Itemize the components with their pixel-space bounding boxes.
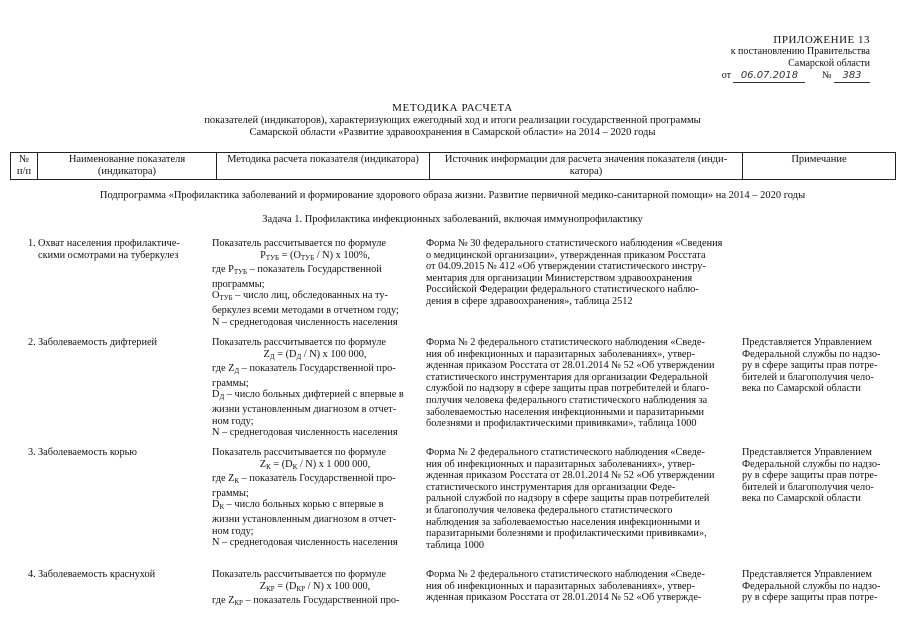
appendix-block: [620, 34, 870, 83]
note: [742, 447, 892, 505]
header-col-source: [430, 153, 743, 180]
method-line: Показатель рассчитывается по формуле: [212, 337, 386, 348]
indicator-name: [38, 337, 206, 349]
note-line: Федеральной службы по надзо-: [742, 580, 881, 592]
source-line: жденная приказом Росстата от 28.01.2014 № 52 «Об утверждении: [426, 470, 715, 482]
information-source: [426, 337, 732, 430]
table-header: [10, 152, 896, 180]
source-line: наблюдения за заболеваемостью населения инфекционными и: [426, 516, 701, 528]
document-subtitle-2: Самарской области «Развитие здравоохранения в Самарской области» на 2014 – 2020 годы: [249, 127, 656, 138]
document-title: МЕТОДИКА РАСЧЕТА: [392, 102, 513, 114]
note-line: Федеральной службы по надзо-: [742, 348, 881, 360]
formula-line: $P_{ТУБ} = (О_{ТУБ} / N)$ х 100%,: [260, 249, 370, 262]
source-line: болезнями и профилактическими прививками», таблица 1000: [426, 418, 697, 430]
method-line: ном году;: [212, 525, 254, 537]
source-line: дения в сфере здравоохранения», таблица 2512: [426, 295, 633, 307]
formula-line: $Z_Д = (D_Д / N)$ х 100 000,: [263, 348, 367, 361]
note-line: Представляется Управлением: [742, 447, 872, 458]
handwritten-number: 383: [834, 70, 870, 83]
method-line: беркулез всеми методами в отчетном году;: [212, 304, 399, 316]
from-label: от: [721, 70, 731, 81]
indicator-name-line: Заболеваемость краснухой: [38, 569, 156, 580]
indicator-name: [38, 238, 206, 261]
source-line: ментария для организации Министерством здравоохранения: [426, 272, 693, 284]
method-line: $О_{ТУБ}$ – число лиц, обследованных на ту-: [212, 290, 388, 303]
header-col-method: Методика расчета показателя (индикатора): [217, 153, 430, 180]
method-line: Показатель рассчитывается по формуле: [212, 569, 386, 580]
appendix-line1: к постановлению Правительства: [730, 46, 870, 57]
source-line: ния об инфекционных и паразитарных заболеваниях», утвер-: [426, 458, 696, 470]
formula-line: $Z_{КР} = (D_{КР} / N)$ х 100 000,: [259, 580, 371, 593]
method-line: граммы;: [212, 487, 249, 499]
source-line: ния об инфекционных и паразитарных заболеваниях», утвер-: [426, 580, 696, 592]
method-line: где $Z_Д$ – показатель Государственной про-: [212, 363, 396, 376]
calculation-method: [212, 238, 418, 328]
source-line: от 04.09.2015 № 412 «Об утверждении статистического инстру-: [426, 261, 706, 273]
formula-line: $Z_К = (D_К / N)$ х 1 000 000,: [259, 458, 371, 471]
header-num-line1: №: [18, 154, 30, 165]
note-line: Представляется Управлением: [742, 337, 872, 348]
source-line: статистического инструментария для организации Феде-: [426, 481, 676, 493]
source-line: паразитарными болезнями и профилактическими прививками»,: [426, 528, 707, 540]
source-line: Форма № 2 федерального статистического наблюдения «Сведе-: [426, 337, 705, 348]
header-name-line2: (индикатора): [97, 166, 157, 177]
note-line: бителей и благополучия чело-: [742, 481, 874, 493]
header-num-line2: п/п: [16, 166, 32, 177]
indicator-name-line: Заболеваемость дифтерией: [38, 337, 158, 348]
method-line: N – среднегодовая численность населения: [212, 427, 398, 439]
header-col-note: Примечание: [743, 153, 896, 180]
note: [742, 569, 892, 604]
source-line: Форма № 30 федерального статистического наблюдения «Сведения: [426, 238, 723, 249]
note-line: ру в сфере защиты прав потре-: [742, 592, 878, 604]
source-line: заболеваемостью населения инфекционными и паразитарными: [426, 406, 705, 418]
appendix-date-line: [620, 70, 870, 83]
header-name-line1: Наименование показателя: [68, 154, 186, 165]
note-line: ру в сфере защиты прав потре-: [742, 470, 878, 482]
document-subtitle-1: показателей (индикаторов), характеризующих ежегодный ход и итоги реализации государственной программы: [204, 115, 701, 126]
appendix-line2: Самарской области: [788, 58, 870, 69]
header-col-name: [38, 153, 217, 180]
method-line: где $P_{ТУБ}$ – показатель Государственной: [212, 264, 382, 277]
appendix-title: ПРИЛОЖЕНИЕ 13: [773, 34, 870, 46]
row-number: 2.: [28, 337, 36, 348]
row-number: 3.: [28, 447, 36, 458]
source-line: Форма № 2 федерального статистического наблюдения «Сведе-: [426, 569, 705, 580]
method-line: жизни установленным диагнозом в отчет-: [212, 513, 397, 525]
task-heading: Задача 1. Профилактика инфекционных заболеваний, включая иммунопрофилактику: [262, 214, 643, 225]
method-line: N – среднегодовая численность населения: [212, 537, 398, 549]
method-line: N – среднегодовая численность населения: [212, 316, 398, 328]
calculation-method: [212, 337, 418, 439]
note-line: бителей и благополучия чело-: [742, 371, 874, 383]
header-col-number: [11, 153, 38, 180]
handwritten-date: 06.07.2018: [733, 70, 805, 83]
method-line: где $Z_К$ – показатель Государственной про-: [212, 473, 396, 486]
note: [742, 337, 892, 395]
source-line: Российской Федерации федерального статистического наблю-: [426, 284, 699, 296]
row-number: 4.: [28, 569, 36, 580]
note-line: века по Самарской области: [742, 383, 861, 395]
source-line: статистического инструментария для организации Федеральной: [426, 371, 708, 383]
indicator-name-line: Заболеваемость корью: [38, 447, 137, 458]
source-line: и благополучия человека федерального статистического: [426, 504, 673, 516]
source-line: таблица 1000: [426, 539, 485, 551]
method-line: ном году;: [212, 415, 254, 427]
number-label: №: [821, 70, 832, 81]
note-line: ру в сфере защиты прав потре-: [742, 360, 878, 372]
header-source-line1: Источник информации для расчета значения показателя (инди-: [444, 154, 728, 165]
source-line: ральной службой по надзору в сфере защиты прав потребителей: [426, 493, 710, 505]
information-source: [426, 447, 732, 551]
method-line: $D_Д$ – число больных дифтерией с впервые в: [212, 389, 404, 402]
method-line: Показатель рассчитывается по формуле: [212, 447, 386, 458]
source-line: Форма № 2 федерального статистического наблюдения «Сведе-: [426, 447, 705, 458]
information-source: [426, 569, 732, 604]
header-source-line2: катора): [569, 166, 603, 177]
source-line: ния об инфекционных и паразитарных заболеваниях», утвер-: [426, 348, 696, 360]
indicator-name-line: скими осмотрами на туберкулез: [38, 249, 179, 261]
subprogram-heading: Подпрограмма «Профилактика заболеваний и формирование здорового образа жизни. Развитие первичной медико-санитарной помощи» на 2014 – 2020 годы: [99, 190, 806, 201]
note-line: Федеральной службы по надзо-: [742, 458, 881, 470]
method-line: жизни установленным диагнозом в отчет-: [212, 403, 397, 415]
calculation-method: [212, 569, 418, 610]
note-line: Представляется Управлением: [742, 569, 872, 580]
source-line: жденная приказом Росстата от 28.01.2014 № 52 «Об утвержде-: [426, 592, 702, 604]
method-line: программы;: [212, 278, 265, 290]
indicator-name: [38, 447, 206, 459]
calculation-method: [212, 447, 418, 549]
method-line: Показатель рассчитывается по формуле: [212, 238, 386, 249]
method-line: граммы;: [212, 377, 249, 389]
row-number: 1.: [28, 238, 36, 249]
indicator-name: [38, 569, 206, 581]
method-line: $D_К$ – число больных корью с впервые в: [212, 499, 384, 512]
information-source: [426, 238, 732, 308]
source-line: о медицинской организации», утвержденная приказом Росстата: [426, 249, 706, 261]
method-line: где $Z_{КР}$ – показатель Государственной про-: [212, 595, 400, 608]
source-line: службой по надзору в сфере защиты прав потребителей и благо-: [426, 383, 709, 395]
indicator-name-line: Охват населения профилактиче-: [38, 238, 180, 249]
source-line: получия человека федерального статистического наблюдения за: [426, 394, 708, 406]
source-line: жденная приказом Росстата от 28.01.2014 № 52 «Об утверждении: [426, 360, 715, 372]
note-line: века по Самарской области: [742, 493, 861, 505]
